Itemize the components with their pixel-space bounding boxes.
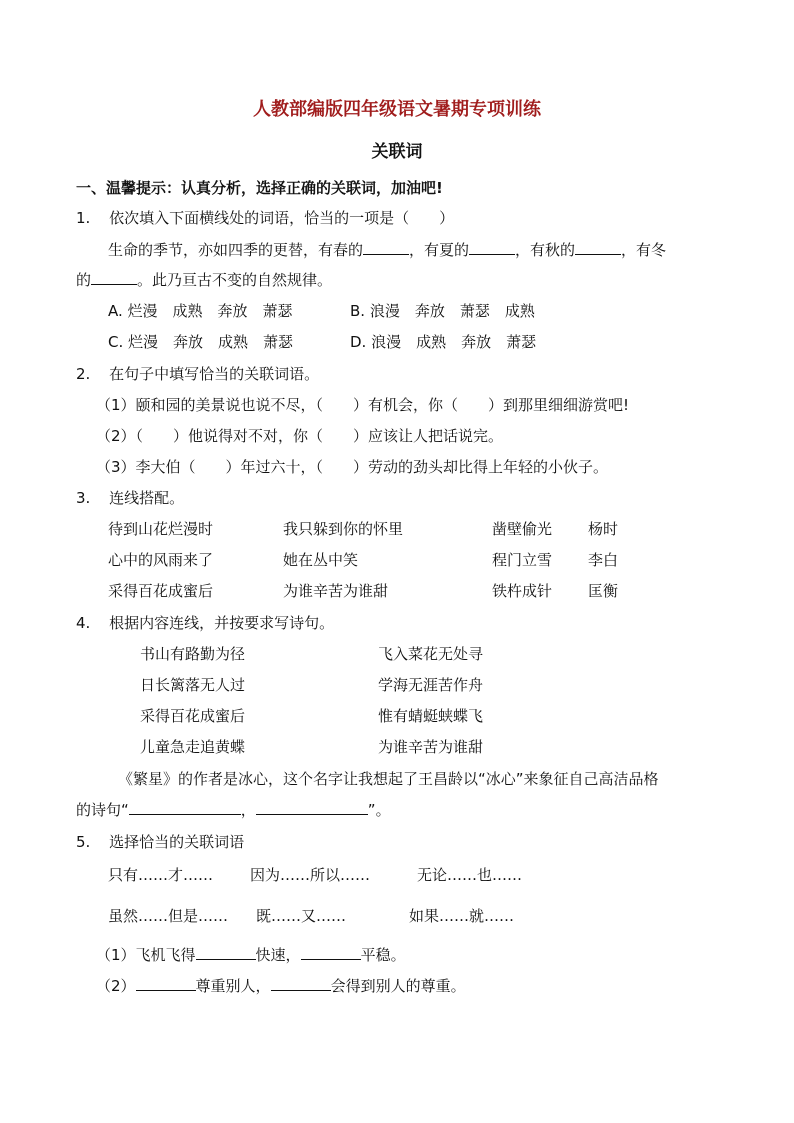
q4-paragraph-line2 <box>76 800 391 820</box>
question-2 <box>76 364 319 384</box>
sentence-text: 会得到别人的尊重。 <box>330 977 466 995</box>
poem-line-left[interactable]: 采得百花成蜜后 <box>140 707 246 725</box>
sentence-text: （2） <box>96 977 136 995</box>
passage-text: ，有秋的 <box>515 241 576 259</box>
match-item[interactable]: 铁杵成针 <box>492 582 553 600</box>
page-title: 人教部编版四年级语文暑期专项训练 <box>253 99 541 120</box>
answer-blank[interactable] <box>363 240 409 255</box>
question-prompt: 连线搭配。 <box>109 489 185 507</box>
question-5 <box>76 832 244 852</box>
q5-sentence-1 <box>96 945 406 965</box>
match-item[interactable]: 李白 <box>588 551 619 569</box>
q5-sentence-2 <box>96 976 466 996</box>
match-item[interactable]: 她在丛中笑 <box>283 551 359 569</box>
answer-blank[interactable] <box>256 800 368 815</box>
question-number: 2. <box>76 365 91 383</box>
match-item[interactable]: 采得百花成蜜后 <box>108 582 214 600</box>
word-choice: 无论……也…… <box>417 866 523 884</box>
match-item[interactable]: 杨时 <box>588 520 619 538</box>
answer-blank[interactable] <box>271 976 331 991</box>
passage-text: 的 <box>76 271 92 289</box>
question-number: 1. <box>76 209 91 227</box>
poem-line-left[interactable]: 日长篱落无人过 <box>140 676 246 694</box>
section-heading: 一、温馨提示：认真分析，选择正确的关联词，加油吧! <box>76 179 443 197</box>
poem-line-right[interactable]: 学海无涯苦作舟 <box>378 676 484 694</box>
option-c[interactable]: C. 烂漫 奔放 成熟 萧瑟 <box>108 333 294 351</box>
answer-blank[interactable] <box>129 800 241 815</box>
q4-paragraph-line1: 《繁星》的作者是冰心，这个名字让我想起了王昌龄以“冰心”来象征自己高洁品格 <box>118 770 659 788</box>
poem-line-right[interactable]: 为谁辛苦为谁甜 <box>378 738 484 756</box>
poem-line-left[interactable]: 书山有路勤为径 <box>140 645 246 663</box>
sentence-text: （1）飞机飞得 <box>96 946 196 964</box>
question-prompt: 根据内容连线，并按要求写诗句。 <box>109 614 335 632</box>
match-item[interactable]: 匡衡 <box>588 582 619 600</box>
poem-line-right[interactable]: 惟有蜻蜓蛱蝶飞 <box>378 707 484 725</box>
question-prompt: 选择恰当的关联词语 <box>109 833 245 851</box>
sentence-text: 尊重别人， <box>195 977 271 995</box>
passage-text: ，有夏的 <box>409 241 470 259</box>
sentence-text: 平稳。 <box>360 946 406 964</box>
question-number: 5. <box>76 833 91 851</box>
answer-blank[interactable] <box>469 240 515 255</box>
word-choice: 只有……才…… <box>108 866 214 884</box>
passage-text: 生命的季节，亦如四季的更替，有春的 <box>108 241 364 259</box>
q2-item-3: （3）李大伯（ ）年过六十，（ ）劳动的劲头却比得上年轻的小伙子。 <box>96 458 609 476</box>
match-item[interactable]: 待到山花烂漫时 <box>108 520 214 538</box>
poem-line-right[interactable]: 飞入菜花无处寻 <box>378 645 484 663</box>
poem-line-left[interactable]: 儿童急走追黄蝶 <box>140 738 246 756</box>
answer-blank[interactable] <box>91 270 137 285</box>
question-1 <box>76 208 454 228</box>
q1-passage-line1 <box>108 240 666 260</box>
paragraph-text: ”。 <box>367 801 391 819</box>
match-item[interactable]: 心中的风雨来了 <box>108 551 214 569</box>
match-item[interactable]: 为谁辛苦为谁甜 <box>283 582 389 600</box>
answer-blank[interactable] <box>136 976 196 991</box>
q2-item-2: （2）（ ）他说得对不对，你（ ）应该让人把话说完。 <box>96 427 504 445</box>
answer-blank[interactable] <box>196 945 256 960</box>
question-3 <box>76 488 184 508</box>
page-subtitle: 关联词 <box>371 142 423 162</box>
answer-blank[interactable] <box>575 240 621 255</box>
option-b[interactable]: B. 浪漫 奔放 萧瑟 成熟 <box>350 302 535 320</box>
match-item[interactable]: 程门立雪 <box>492 551 553 569</box>
match-item[interactable]: 凿壁偷光 <box>492 520 553 538</box>
question-number: 4. <box>76 614 91 632</box>
q2-item-1: （1）颐和园的美景说也说不尽，（ ）有机会，你（ ）到那里细细游赏吧! <box>96 396 630 414</box>
paragraph-text: ， <box>240 801 256 819</box>
word-choice: 既……又…… <box>256 907 347 925</box>
question-prompt: 依次填入下面横线处的词语，恰当的一项是（ ） <box>109 209 455 227</box>
question-prompt: 在句子中填写恰当的关联词语。 <box>109 365 320 383</box>
sentence-text: 快速， <box>255 946 301 964</box>
answer-blank[interactable] <box>301 945 361 960</box>
question-number: 3. <box>76 489 91 507</box>
paragraph-text: 的诗句“ <box>76 801 129 819</box>
word-choice: 虽然……但是…… <box>108 907 229 925</box>
option-a[interactable]: A. 烂漫 成熟 奔放 萧瑟 <box>108 302 293 320</box>
question-4 <box>76 613 334 633</box>
match-item[interactable]: 我只躲到你的怀里 <box>283 520 404 538</box>
option-d[interactable]: D. 浪漫 成熟 奔放 萧瑟 <box>350 333 537 351</box>
passage-text: 。此乃亘古不变的自然规律。 <box>137 271 333 289</box>
passage-text: ，有冬 <box>621 241 667 259</box>
word-choice: 因为……所以…… <box>250 866 371 884</box>
word-choice: 如果……就…… <box>409 907 515 925</box>
q1-passage-line2 <box>76 270 332 290</box>
